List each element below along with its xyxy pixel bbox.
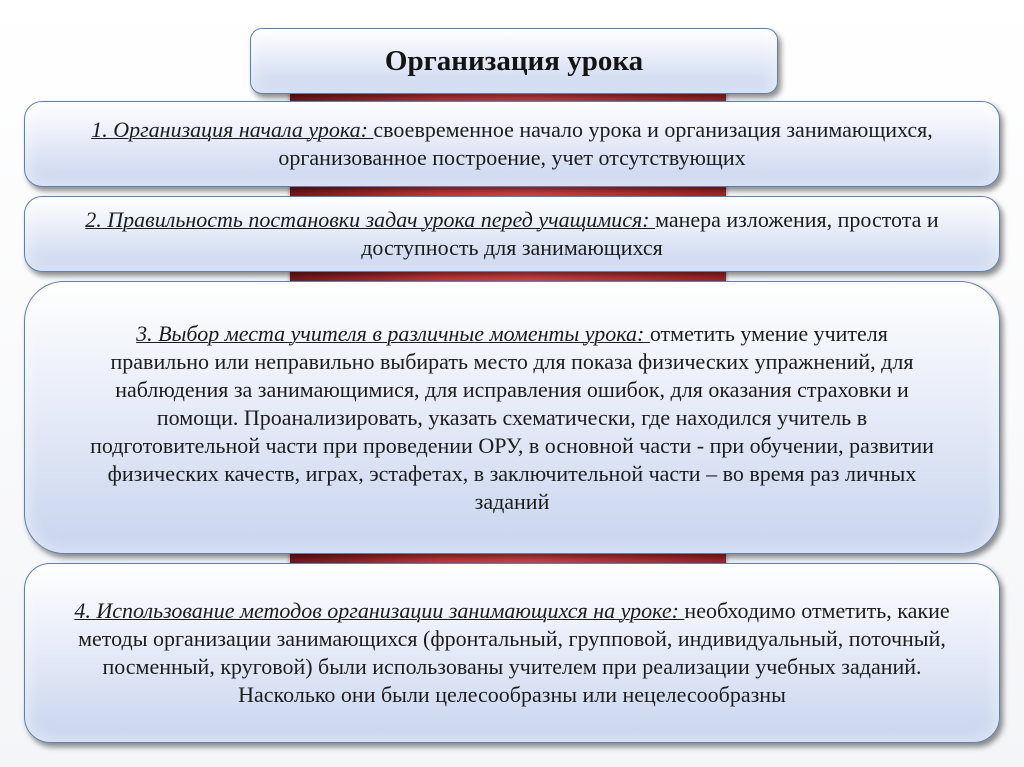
page-title: Организация урока <box>384 44 644 77</box>
block-body: своевременное начало урока и организация занимающихся, организованное построение, учет отсутствующих <box>278 117 933 170</box>
block-heading: 4. Использование методов организации занимающихся на уроке: <box>74 598 685 623</box>
block-heading: 2. Правильность постановки задач урока перед учащимися: <box>85 207 656 232</box>
block-organization-methods <box>24 563 1000 743</box>
block-body: отметить умение учителя правильно или неправильно выбирать место для показа физических упражнений, для наблюдения за занимающимися, для исправления ошибок, для оказания страховки и помощи. Проанализировать, указать схематически, где находился учитель в подготовительной части при проведении ОРУ, в основной части - при обучении, развитии физических качеств, играх, эстафетах, в заключительной части – во время раз личных заданий <box>90 320 934 514</box>
block-body: манера изложения, простота и доступность для занимающихся <box>361 207 939 260</box>
block-body: необходимо отметить, какие методы организации занимающихся (фронтальный, групповой, индивидуальный, поточный, посменный, круговой) были использованы учителем при реализации учебных заданий. Насколько они были целесообразны или нецелесообразны <box>78 598 950 707</box>
block-text <box>49 206 975 262</box>
block-text <box>85 320 939 516</box>
title-box <box>250 28 778 94</box>
block-teacher-position <box>24 281 1000 554</box>
block-text <box>55 597 969 709</box>
block-heading: 3. Выбор места учителя в различные моменты урока: <box>136 320 650 346</box>
block-text <box>49 116 975 172</box>
block-lesson-start <box>24 101 1000 187</box>
block-heading: 1. Организация начала урока: <box>91 117 374 142</box>
block-task-setting <box>24 196 1000 272</box>
